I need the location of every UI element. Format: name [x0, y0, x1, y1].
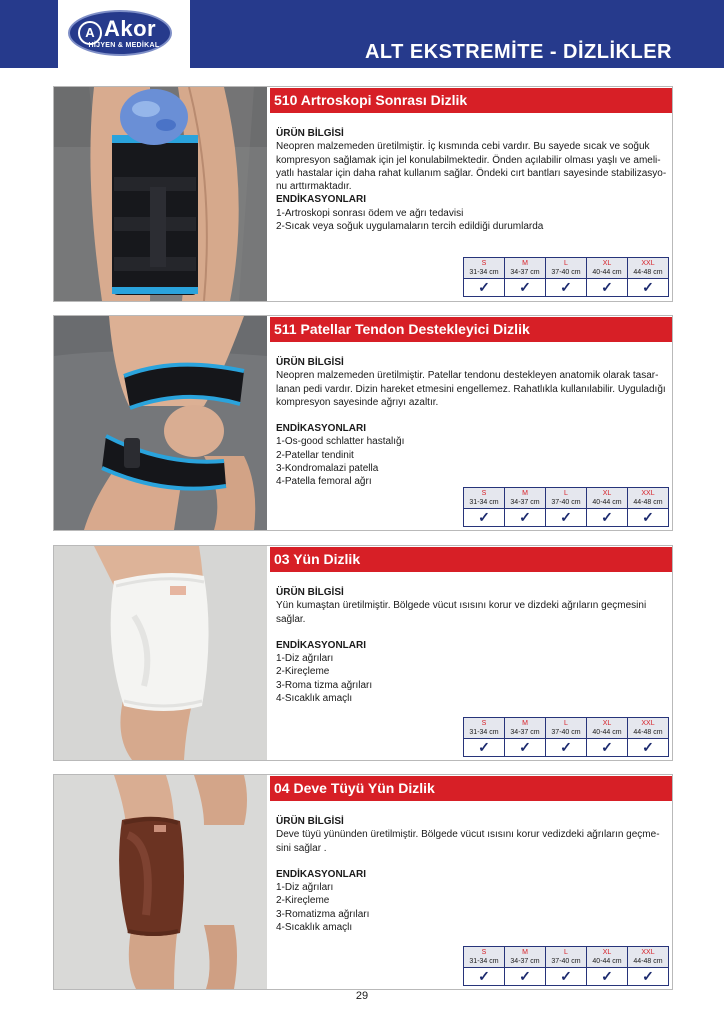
- page-number: 29: [355, 990, 369, 1002]
- size-cell-s: S 31-34 cm: [464, 488, 505, 509]
- check-icon: ✓: [546, 279, 587, 297]
- indication-item: 2-Patellar tendinit: [276, 449, 354, 461]
- size-chart: [463, 487, 669, 527]
- check-icon: ✓: [628, 509, 669, 527]
- indications-heading: ENDİKASYONLARI: [276, 194, 367, 206]
- size-chart: [463, 257, 669, 297]
- logo-brand-name: Akor: [104, 16, 157, 41]
- size-cell-xl: XL 40-44 cm: [587, 718, 628, 739]
- size-chart: [463, 946, 669, 986]
- product-photo-wool-knee-sleeve: [54, 546, 267, 760]
- info-line: lanan pedi vardır. Dizin hareket etmesini engellemez. Rahatlıkla kullanılabilir. Uyguladığı: [276, 383, 666, 395]
- size-cell-l: L 37-40 cm: [546, 488, 587, 509]
- product-card-03: [53, 545, 673, 761]
- product-photo-camel-wool-knee-sleeve: [54, 775, 267, 989]
- size-cell-l: L 37-40 cm: [546, 947, 587, 968]
- size-cell-m: M 34-37 cm: [505, 258, 546, 279]
- info-heading: ÜRÜN BİLGİSİ: [276, 587, 344, 598]
- info-line: Neopren malzemeden üretilmiştir. İç kısmında cebi vardır. Bu sayede sıcak ve soğuk: [276, 141, 650, 153]
- spacer: [276, 409, 668, 422]
- info-line: Yün kumaştan üretilmiştir. Bölgede vücut ısısını korur ve dizdeki ağrıların geçmesini: [276, 600, 647, 612]
- product-description: [276, 356, 668, 489]
- info-line: kompresyon sayesinde ağrıyı azaltır.: [276, 396, 439, 408]
- indication-item: 2-Sıcak veya soğuk uygulamaların tercih edildiği durumlarda: [276, 221, 544, 233]
- size-cell-xl: XL 40-44 cm: [587, 488, 628, 509]
- size-cell-xl: XL 40-44 cm: [587, 947, 628, 968]
- info-heading: ÜRÜN BİLGİSİ: [276, 357, 344, 368]
- product-photo-patellar-strap: [54, 316, 267, 530]
- check-icon: ✓: [628, 279, 669, 297]
- indication-item: 3-Kondromalazi patella: [276, 463, 379, 475]
- check-icon: ✓: [464, 279, 505, 297]
- spacer: [276, 626, 668, 639]
- info-heading: ÜRÜN BİLGİSİ: [276, 816, 344, 827]
- indications-heading: ENDİKASYONLARI: [276, 639, 367, 651]
- indication-item: 2-Kireçleme: [276, 895, 330, 907]
- spacer: [276, 855, 668, 868]
- check-icon: ✓: [464, 739, 505, 757]
- size-cell-m: M 34-37 cm: [505, 718, 546, 739]
- product-title: 510 Artroskopi Sonrası Dizlik: [270, 88, 672, 113]
- check-icon: ✓: [587, 279, 628, 297]
- info-line: Neopren malzemeden üretilmiştir. Patellar tendonu destekleyen anatomik olarak tasar-: [276, 370, 659, 382]
- check-icon: ✓: [587, 509, 628, 527]
- check-icon: ✓: [587, 968, 628, 986]
- check-icon: ✓: [505, 968, 546, 986]
- logo-brand-subtitle: HİJYEN & MEDİKAL: [88, 42, 160, 49]
- size-cell-m: M 34-37 cm: [505, 947, 546, 968]
- check-icon: ✓: [505, 739, 546, 757]
- product-card-511: [53, 315, 673, 531]
- check-icon: ✓: [628, 968, 669, 986]
- check-icon: ✓: [546, 968, 587, 986]
- size-cell-xxl: XXL 44-48 cm: [628, 947, 669, 968]
- check-icon: ✓: [546, 739, 587, 757]
- check-icon: ✓: [464, 968, 505, 986]
- indication-item: 1-Os-good schlatter hastalığı: [276, 436, 405, 448]
- size-cell-xl: XL 40-44 cm: [587, 258, 628, 279]
- indication-item: 1-Diz ağrıları: [276, 653, 334, 665]
- logo-a-icon: A: [78, 21, 102, 45]
- page-heading: ALT EKSTREMİTE - DİZLİKLER: [364, 41, 672, 63]
- check-icon: ✓: [546, 509, 587, 527]
- indication-item: 4-Sıcaklık amaçlı: [276, 693, 353, 705]
- indication-item: 1-Artroskopi sonrası ödem ve ağrı tedavisi: [276, 207, 464, 219]
- size-chart: [463, 717, 669, 757]
- indication-item: 3-Romatizma ağrıları: [276, 908, 370, 920]
- size-cell-xxl: XXL 44-48 cm: [628, 718, 669, 739]
- indication-item: 2-Kireçleme: [276, 666, 330, 678]
- product-card-510: [53, 86, 673, 302]
- indication-item: 4-Sıcaklık amaçlı: [276, 922, 353, 934]
- info-line: kompresyon sağlamak için jel konulabilmektedir. Önden açılabilir olması yaşlı ve ameli-: [276, 154, 661, 166]
- check-icon: ✓: [628, 739, 669, 757]
- size-cell-l: L 37-40 cm: [546, 258, 587, 279]
- size-cell-l: L 37-40 cm: [546, 718, 587, 739]
- check-icon: ✓: [505, 279, 546, 297]
- product-card-04: [53, 774, 673, 990]
- product-description: [276, 586, 668, 705]
- brand-logo[interactable]: [58, 0, 190, 68]
- indication-item: 3-Roma tizma ağrıları: [276, 679, 373, 691]
- product-photo-knee-immobilizer: [54, 87, 267, 301]
- indication-item: 1-Diz ağrıları: [276, 882, 334, 894]
- product-description: [276, 815, 668, 934]
- info-line: sini sağlar .: [276, 842, 327, 854]
- product-description: [276, 127, 668, 233]
- check-icon: ✓: [587, 739, 628, 757]
- product-title: 04 Deve Tüyü Yün Dizlik: [270, 776, 672, 801]
- product-title: 511 Patellar Tendon Destekleyici Dizlik: [270, 317, 672, 342]
- info-line: Deve tüyü yününden üretilmiştir. Bölgede vücut ısısını korur vedizdeki ağrıların geçme-: [276, 829, 660, 841]
- check-icon: ✓: [505, 509, 546, 527]
- size-cell-xxl: XXL 44-48 cm: [628, 488, 669, 509]
- size-cell-s: S 31-34 cm: [464, 258, 505, 279]
- size-cell-m: M 34-37 cm: [505, 488, 546, 509]
- size-cell-s: S 31-34 cm: [464, 947, 505, 968]
- size-cell-s: S 31-34 cm: [464, 718, 505, 739]
- info-line: nu arttırmaktadır.: [276, 181, 352, 193]
- check-icon: ✓: [464, 509, 505, 527]
- indications-heading: ENDİKASYONLARI: [276, 423, 367, 435]
- size-cell-xxl: XXL 44-48 cm: [628, 258, 669, 279]
- logo-oval: [68, 10, 172, 56]
- info-line: yatlı hastalar için daha rahat kullanım sağlar. Öndeki cırt bantları sayesinde stabilizasyo-: [276, 167, 667, 179]
- info-heading: ÜRÜN BİLGİSİ: [276, 128, 344, 139]
- info-line: sağlar.: [276, 613, 306, 625]
- indication-item: 4-Patella femoral ağrı: [276, 476, 372, 488]
- indications-heading: ENDİKASYONLARI: [276, 868, 367, 880]
- product-title: 03 Yün Dizlik: [270, 547, 672, 572]
